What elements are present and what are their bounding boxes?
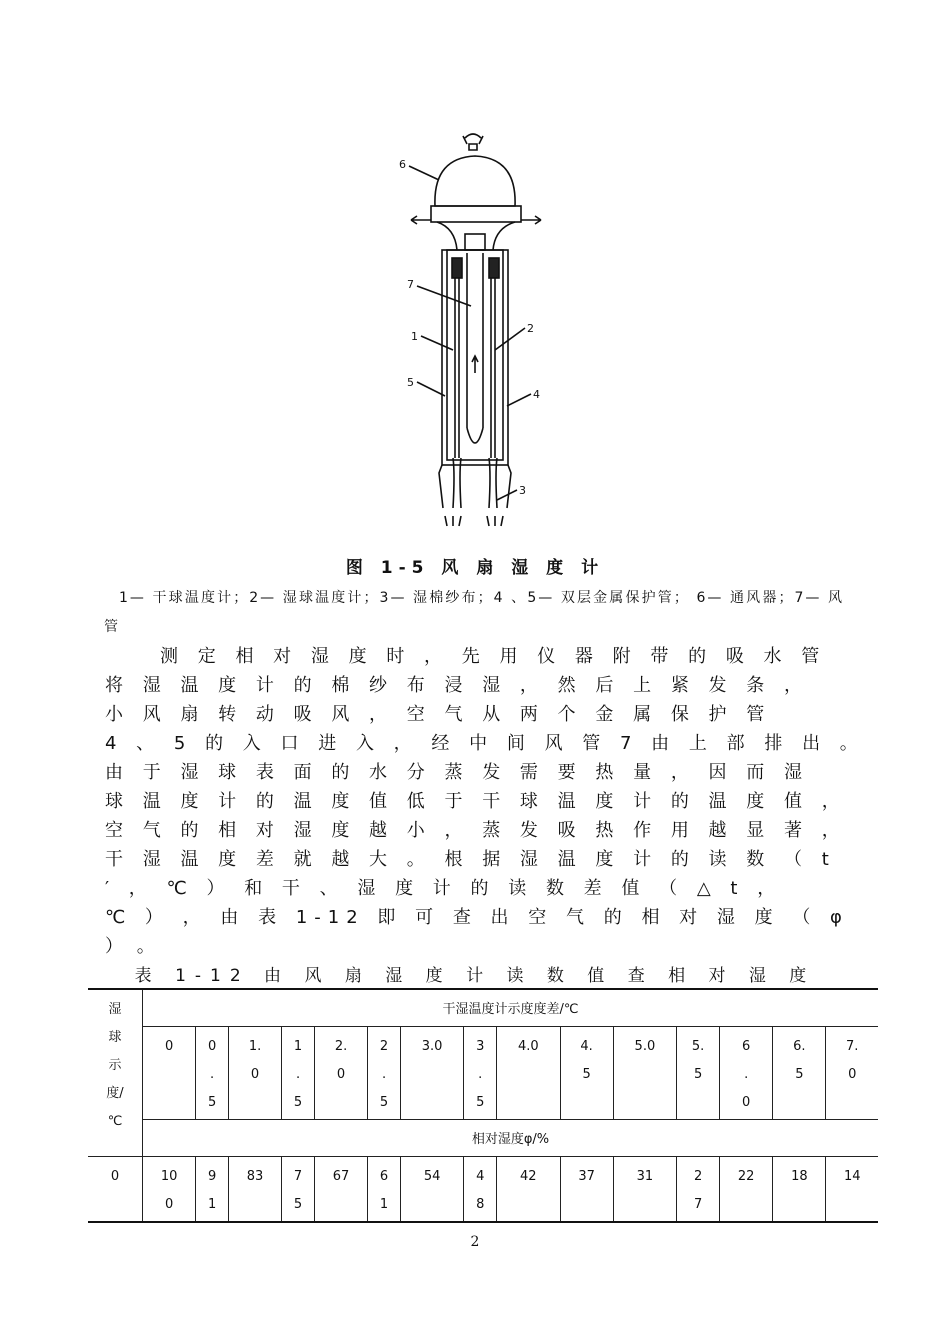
table-title: 表 1-12 由 风 扇 湿 度 计 读 数 值 查 相 对 湿 度 (134, 966, 816, 986)
page-number: 2 (470, 1234, 480, 1250)
diff-header-cell: 2. 0 (314, 1027, 367, 1120)
humidity-value-cell: 4 8 (464, 1157, 497, 1223)
diff-header-cell: 6. 5 (773, 1027, 826, 1120)
diff-header-cell: 2 . 5 (368, 1027, 401, 1120)
body-line: ′ ， ℃ ） 和 干 、 湿 度 计 的 读 数 差 值 （ △ t ， (105, 878, 783, 899)
diff-header-cell: 4. 5 (560, 1027, 613, 1120)
body-line: ℃ ） ， 由 表 1-12 即 可 查 出 空 气 的 相 对 湿 度 （ φ (105, 907, 849, 928)
figure-label-3: 3 (519, 484, 526, 497)
row-header-text: 球 (108, 1030, 122, 1045)
diff-header-row (88, 1027, 878, 1120)
humidity-value-cell: 83 (228, 1157, 281, 1223)
body-line: ） 。 (105, 936, 159, 957)
figure-label-7: 7 (407, 278, 414, 291)
diff-header-cell: 3 . 5 (464, 1027, 497, 1120)
figure-label-6: 6 (399, 158, 406, 171)
diff-header-cell: 1. 0 (228, 1027, 281, 1120)
figure-label-4: 4 (533, 388, 540, 401)
humidity-value-cell: 2 7 (677, 1157, 720, 1223)
diff-header-cell: 6 . 0 (720, 1027, 773, 1120)
humidity-value-cell: 37 (560, 1157, 613, 1223)
diff-header-cell: 5. 5 (677, 1027, 720, 1120)
row-header-cell (88, 989, 143, 1157)
figure-legend: 1— 干球温度计；2— 湿球温度计；3— 湿棉纱布；4 、5— 双层金属保护管； 6— 通风器；7— 风管 (104, 590, 844, 635)
diff-header-cell: 7. 0 (826, 1027, 878, 1120)
diff-header-cell: 1 . 5 (282, 1027, 315, 1120)
diff-header-cell: 5.0 (613, 1027, 676, 1120)
humidity-value-cell: 42 (497, 1157, 560, 1223)
humidity-value-cell: 9 1 (196, 1157, 229, 1223)
wet-bulb-cell: 0 (88, 1157, 143, 1223)
humidity-value-cell: 14 (826, 1157, 878, 1223)
table-row (88, 1157, 878, 1223)
humidity-value-cell: 10 0 (143, 1157, 196, 1223)
figure-label-1: 1 (411, 330, 418, 343)
humidity-value-cell: 6 1 (368, 1157, 401, 1223)
humidity-value-cell: 54 (400, 1157, 463, 1223)
body-line: 4 、 5 的 入 口 进 入 ， 经 中 间 风 管 7 由 上 部 排 出 。 (105, 733, 865, 754)
sub-header: 相对湿度φ/% (143, 1120, 879, 1157)
humidity-value-cell: 18 (773, 1157, 826, 1223)
body-line: 球 温 度 计 的 温 度 值 低 于 干 球 温 度 计 的 温 度 值 ， (105, 791, 847, 812)
top-header: 干湿温度计示度度差/℃ (143, 989, 879, 1027)
row-header-text: 湿 (108, 1002, 122, 1017)
row-header-text: ℃ (107, 1114, 123, 1129)
body-line: 空 气 的 相 对 湿 度 越 小 ， 蒸 发 吸 热 作 用 越 显 著 ， (105, 820, 847, 841)
fan-hygrometer-figure (395, 128, 555, 533)
humidity-value-cell: 67 (314, 1157, 367, 1223)
diff-header-cell: 3.0 (400, 1027, 463, 1120)
body-line: 小 风 扇 转 动 吸 风 ， 空 气 从 两 个 金 属 保 护 管 (105, 704, 772, 725)
row-header-text: 示 (108, 1058, 122, 1073)
body-line: 将 湿 温 度 计 的 棉 纱 布 浸 湿 ， 然 后 上 紧 发 条 ， (105, 675, 809, 696)
figure-caption: 图 1-5 风 扇 湿 度 计 (345, 558, 605, 578)
body-line: 干 湿 温 度 差 就 越 大 。 根 据 湿 温 度 计 的 读 数 （ t (105, 849, 836, 870)
humidity-value-cell: 22 (720, 1157, 773, 1223)
body-line: 测 定 相 对 湿 度 时 ， 先 用 仪 器 附 带 的 吸 水 管 (160, 646, 827, 667)
humidity-value-cell: 7 5 (282, 1157, 315, 1223)
figure-label-2: 2 (527, 322, 534, 335)
diff-header-cell: 4.0 (497, 1027, 560, 1120)
diff-header-cell: 0 . 5 (196, 1027, 229, 1120)
humidity-value-cell: 31 (613, 1157, 676, 1223)
row-header-text: 度/ (106, 1086, 124, 1101)
humidity-table (88, 988, 878, 1223)
diff-header-cell: 0 (143, 1027, 196, 1120)
body-line: 由 于 湿 球 表 面 的 水 分 蒸 发 需 要 热 量 ， 因 而 湿 (105, 762, 809, 783)
figure-label-5: 5 (407, 376, 414, 389)
